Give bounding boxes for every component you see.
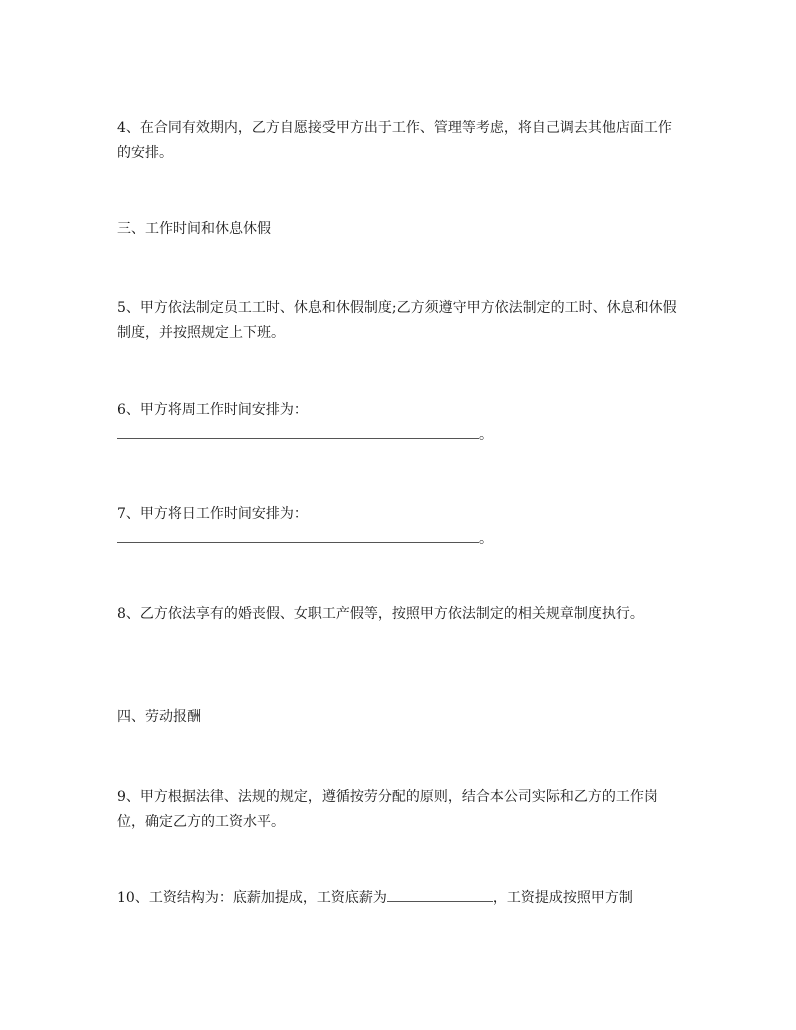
clause-4: 4、在合同有效期内，乙方自愿接受甲方出于工作、管理等考虑，将自己调去其他店面工作的安排。 bbox=[117, 120, 672, 161]
clause-7-end: 。 bbox=[479, 531, 493, 547]
daily-hours-blank[interactable] bbox=[117, 528, 479, 543]
clause-10 bbox=[117, 886, 682, 911]
clause-5: 5、甲方依法制定员工工时、休息和休假制度;乙方须遵守甲方依法制定的工时、休息和休假制度，并按照规定上下班。 bbox=[117, 300, 677, 341]
section-heading-4: 四、劳动报酬 bbox=[117, 709, 201, 725]
clause-9: 9、甲方根据法律、法规的规定，遵循按劳分配的原则，结合本公司实际和乙方的工作岗位，确定乙方的工资水平。 bbox=[117, 789, 658, 830]
clause-10-start: 10、工资结构为：底薪加提成，工资底薪为 bbox=[117, 890, 387, 906]
weekly-hours-blank[interactable] bbox=[117, 424, 479, 439]
clause-6-end: 。 bbox=[479, 427, 493, 443]
clause-7-label: 7、甲方将日工作时间安排为： bbox=[117, 506, 308, 522]
section-heading-3: 三、工作时间和休息休假 bbox=[117, 221, 271, 237]
clause-8: 8、乙方依法享有的婚丧假、女职工产假等，按照甲方依法制定的相关规章制度执行。 bbox=[117, 606, 644, 622]
base-salary-blank[interactable] bbox=[387, 887, 493, 902]
clause-6 bbox=[117, 398, 682, 448]
clause-6-label: 6、甲方将周工作时间安排为： bbox=[117, 402, 308, 418]
clause-10-end: ，工资提成按照甲方制 bbox=[492, 890, 633, 906]
clause-7 bbox=[117, 502, 682, 552]
